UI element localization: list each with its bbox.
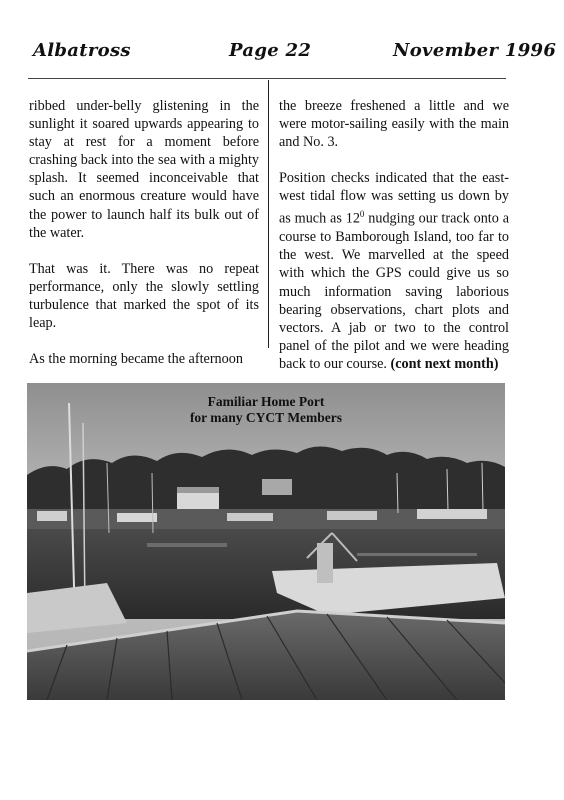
degree-superscript: 0 [359,209,365,220]
page-number: Page 22 [229,40,312,61]
column-divider [268,80,269,348]
right-paragraph-1: the breeze freshened a little and we were motor-sailing easily with the main and No. 3. [279,98,509,151]
left-paragraph-1: ribbed under-belly glistening in the sunlight it soared upwards appearing to stay at rest for a moment before crashing back into the sea with a mighty splash. It seemed inconceivable that such an enormous creature would have the power to launch half its bulk out of the water. [29,98,259,241]
right-column [279,97,509,391]
continuation-note: (cont next month) [390,355,499,372]
header-rule [28,78,506,79]
left-paragraph-3: As the morning became the afternoon [29,351,243,368]
photo-caption-line-1: Familiar Home Port [207,394,325,409]
right-paragraph-2-text: Position checks indicated that the east-west tidal flow was setting us down by as much as 12 [279,170,509,228]
harbour-photo-image [27,383,505,700]
magazine-title: Albatross [33,40,131,61]
left-column [29,97,259,386]
right-paragraph-2-text-cont: nudging our track onto a course to Bamborough Island, too far to the west. We marvelled at the speed with which the GPS could give us so much information saving laborious bearing observations, chart plots and vectors. A jab or two to the control panel of the pilot and we were heading back to our course. [279,211,509,372]
photo-caption-line-2: for many CYCT Members [189,410,343,425]
right-paragraph-2 [279,169,509,373]
issue-date: November 1996 [393,40,557,61]
harbour-photo [27,383,505,700]
left-paragraph-2: That was it. There was no repeat performance, only the slowly settling turbulence that marked the spot of its leap. [29,260,259,332]
